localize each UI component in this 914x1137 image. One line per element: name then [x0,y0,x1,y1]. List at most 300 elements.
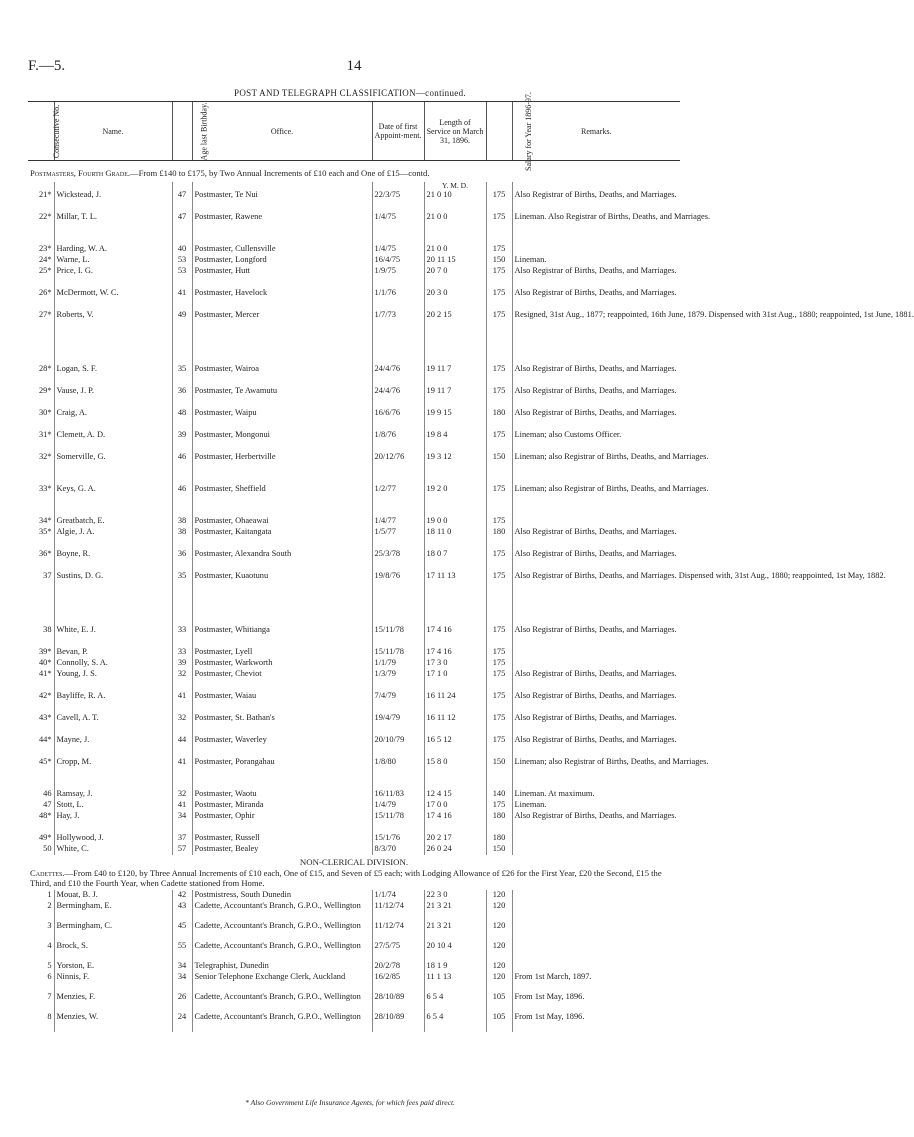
section-heading: Postmasters, Fourth Grade.—From £140 to £175, by Two Annual Increments of £10 each and One of £15—contd. [30,168,430,178]
division-row [28,855,680,868]
table-row [28,992,680,1012]
row-age: 53 [172,266,192,288]
row-date: 28/10/89 [372,992,424,1012]
row-name: Clemett, A. D. [54,430,172,452]
row-office: Postmaster, Waotu [192,789,372,800]
row-remarks: Lineman. [512,255,680,266]
row-office: Postmaster, Longford [192,255,372,266]
table-row [28,310,680,364]
row-name: Roberts, V. [54,310,172,364]
row-salary: 175 [486,800,512,811]
row-number: 1 [47,890,52,899]
row-remarks: Also Registrar of Births, Deaths, and Marriages. Dispensed with, 31st Aug., 1880; reappointed, 1st May, 1882. [512,571,680,625]
row-name: Brock, S. [54,941,172,961]
row-service: 21 3 21 [424,901,486,921]
row-remarks: Also Registrar of Births, Deaths, and Marriages. [512,386,680,408]
row-date: 15/11/78 [372,647,424,658]
table-row [28,625,680,647]
row-salary: 175 [486,691,512,713]
row-age: 35 [172,364,192,386]
row-remarks: Also Registrar of Births, Deaths, and Marriages. [512,288,680,310]
row-date: 20/12/76 [372,452,424,484]
row-number: 41* [38,669,52,678]
row-remarks [512,844,680,855]
row-age: 33 [172,625,192,647]
row-service: 19 0 0 [424,516,486,527]
row-date: 11/12/74 [372,921,424,941]
row-date: 16/4/75 [372,255,424,266]
row-salary: 180 [486,811,512,833]
table-row [28,890,680,901]
row-age: 39 [172,658,192,669]
row-salary: 150 [486,844,512,855]
row-remarks: Lineman. At maximum. [512,789,680,800]
row-salary: 175 [486,647,512,658]
row-office: Postmaster, Russell [192,833,372,844]
row-remarks: Also Registrar of Births, Deaths, and Marriages. [512,527,680,549]
row-date: 8/3/70 [372,844,424,855]
table-row [28,288,680,310]
row-service: 17 4 16 [424,625,486,647]
col-name: Name. [54,102,172,161]
col-service: Length of Service on March 31, 1896. [424,102,486,161]
row-office: Postmaster, Mongonui [192,430,372,452]
row-number: 2 [47,901,52,910]
row-salary: 175 [486,549,512,571]
table-row [28,833,680,844]
row-office: Cadette, Accountant's Branch, G.P.O., Wellington [192,921,372,941]
row-office: Postmaster, Rawene [192,212,372,244]
row-number: 26* [38,288,52,297]
row-salary: 175 [486,669,512,691]
row-name: Boyne, R. [54,549,172,571]
row-age: 47 [172,212,192,244]
row-service: 21 0 0 [424,244,486,255]
row-number: 28* [38,364,52,373]
row-number: 35* [38,527,52,536]
row-salary: 175 [486,713,512,735]
ymd-label: Y. M. D. [424,182,486,190]
row-name: Harding, W. A. [54,244,172,255]
row-service: 18 1 9 [424,961,486,972]
row-service: 18 11 0 [424,527,486,549]
row-date: 11/12/74 [372,901,424,921]
row-number: 22* [38,212,52,221]
row-age: 36 [172,386,192,408]
row-age: 42 [172,890,192,901]
row-name: Stott, L. [54,800,172,811]
row-date: 1/9/75 [372,266,424,288]
row-name: Ninnis, F. [54,972,172,992]
row-remarks: Also Registrar of Births, Deaths, and Marriages. [512,408,680,430]
row-service: 16 11 12 [424,713,486,735]
row-number: 47 [43,800,52,809]
row-date: 22/3/75 [372,190,424,212]
row-salary: 120 [486,901,512,921]
row-salary: 120 [486,961,512,972]
table-row [28,735,680,757]
row-office: Postmaster, Havelock [192,288,372,310]
row-age: 32 [172,669,192,691]
row-date: 1/1/76 [372,288,424,310]
row-remarks: Also Registrar of Births, Deaths, and Marriages. [512,266,680,288]
row-number: 7 [47,992,52,1001]
row-number: 34* [38,516,52,525]
row-name: Hay, J. [54,811,172,833]
row-office: Postmaster, Whitianga [192,625,372,647]
table-row [28,972,680,992]
row-salary: 150 [486,452,512,484]
row-service: 20 10 4 [424,941,486,961]
row-number: 45* [38,757,52,766]
row-remarks [512,921,680,941]
row-remarks [512,901,680,921]
row-date: 15/11/78 [372,811,424,833]
row-service: 19 9 15 [424,408,486,430]
row-office: Postmaster, Ohaeawai [192,516,372,527]
row-salary: 120 [486,941,512,961]
row-service: 19 3 12 [424,452,486,484]
row-number: 3 [47,921,52,930]
row-service: 20 2 17 [424,833,486,844]
row-remarks [512,941,680,961]
row-name: Vause, J. P. [54,386,172,408]
row-age: 26 [172,992,192,1012]
row-date: 15/1/76 [372,833,424,844]
row-office: Postmaster, Porangahau [192,757,372,789]
row-office: Cadette, Accountant's Branch, G.P.O., Wellington [192,901,372,921]
row-date: 15/11/78 [372,625,424,647]
row-remarks: Lineman. Also Registrar of Births, Deaths, and Marriages. [512,212,680,244]
column-header-row [28,102,680,161]
row-name: Cropp, M. [54,757,172,789]
section2-heading-row [28,868,680,890]
row-office: Postmaster, Te Awamutu [192,386,372,408]
section-heading-row [28,161,680,183]
row-number: 21* [38,190,52,199]
row-office: Telegraphist, Dunedin [192,961,372,972]
row-service: 11 1 13 [424,972,486,992]
row-number: 39* [38,647,52,656]
table-row [28,921,680,941]
row-office: Postmaster, Cullensville [192,244,372,255]
row-date: 16/2/85 [372,972,424,992]
row-service: 18 0 7 [424,549,486,571]
row-number: 42* [38,691,52,700]
row-name: Bermingham, C. [54,921,172,941]
row-age: 38 [172,527,192,549]
row-service: 19 11 7 [424,364,486,386]
section2-heading: Cadettes.—From £40 to £120, by Three Annual Increments of £10 each, One of £15, and Seven of £5 each; with Lodging Allowance of £26 for the First Year, £20 the Second, £15 the Third, and £10 the Fourth Year, when Cadette stationed from Home. [30,868,662,888]
row-age: 41 [172,691,192,713]
row-remarks [512,890,680,901]
row-age: 55 [172,941,192,961]
row-salary: 175 [486,364,512,386]
row-number: 37 [43,571,52,580]
table-row [28,408,680,430]
row-name: Mouat, B. J. [54,890,172,901]
table-row [28,430,680,452]
row-date: 1/5/77 [372,527,424,549]
page-header [28,58,680,78]
row-office: Postmaster, Herbertville [192,452,372,484]
row-office: Cadette, Accountant's Branch, G.P.O., Wellington [192,992,372,1012]
row-number: 25* [38,266,52,275]
row-remarks: Lineman; also Registrar of Births, Deaths, and Marriages. [512,452,680,484]
row-age: 34 [172,811,192,833]
row-number: 6 [47,972,52,981]
row-name: Ramsay, J. [54,789,172,800]
row-salary: 105 [486,992,512,1012]
col-consecutive-no: Consecutive No. [28,102,54,161]
table-row [28,266,680,288]
row-age: 34 [172,961,192,972]
row-office: Cadette, Accountant's Branch, G.P.O., Wellington [192,1012,372,1032]
table-row [28,1012,680,1032]
row-office: Postmaster, St. Bathan's [192,713,372,735]
table-row [28,691,680,713]
table-row [28,844,680,855]
row-name: Greatbatch, E. [54,516,172,527]
footnote: * Also Government Life Insurance Agents, for which fees paid direct. [245,1098,455,1107]
row-office: Postmaster, Cheviot [192,669,372,691]
row-remarks: Lineman; also Registrar of Births, Deaths, and Marriages. [512,757,680,789]
row-office: Postmaster, Waipu [192,408,372,430]
row-number: 27* [38,310,52,319]
row-salary: 175 [486,430,512,452]
row-service: 17 4 16 [424,811,486,833]
row-remarks: Also Registrar of Births, Deaths, and Marriages. [512,811,680,833]
row-remarks: Also Registrar of Births, Deaths, and Marriages. [512,549,680,571]
row-age: 44 [172,735,192,757]
row-service: 17 0 0 [424,800,486,811]
row-remarks: Also Registrar of Births, Deaths, and Marriages. [512,625,680,647]
table-row [28,941,680,961]
row-office: Postmistress, South Dunedin [192,890,372,901]
row-office: Postmaster, Te Nui [192,190,372,212]
row-age: 46 [172,484,192,516]
row-office: Postmaster, Ophir [192,811,372,833]
row-date: 24/4/76 [372,364,424,386]
row-name: Bermingham, E. [54,901,172,921]
row-age: 57 [172,844,192,855]
row-salary: 175 [486,571,512,625]
row-name: Bayliffe, R. A. [54,691,172,713]
row-date: 1/4/79 [372,800,424,811]
row-number: 49* [38,833,52,842]
row-remarks [512,658,680,669]
row-name: McDermott, W. C. [54,288,172,310]
row-number: 36* [38,549,52,558]
row-number: 44* [38,735,52,744]
row-date: 1/8/80 [372,757,424,789]
row-age: 38 [172,516,192,527]
row-service: 20 7 0 [424,266,486,288]
row-name: Connolly, S. A. [54,658,172,669]
row-age: 53 [172,255,192,266]
row-salary: 175 [486,212,512,244]
row-date: 1/2/77 [372,484,424,516]
row-office: Postmaster, Miranda [192,800,372,811]
row-remarks: From 1st May, 1896. [512,992,680,1012]
row-age: 48 [172,408,192,430]
row-name: Hollywood, J. [54,833,172,844]
row-date: 28/10/89 [372,1012,424,1032]
row-number: 29* [38,386,52,395]
row-date: 16/11/83 [372,789,424,800]
row-age: 41 [172,288,192,310]
table-row [28,255,680,266]
row-salary: 175 [486,658,512,669]
row-office: Cadette, Accountant's Branch, G.P.O., Wellington [192,941,372,961]
row-remarks: Resigned, 31st Aug., 1877; reappointed, 16th June, 1879. Dispensed with 31st Aug., 1880; reappointed, 1st June, 1881. [512,310,680,364]
row-service: 17 3 0 [424,658,486,669]
table-row [28,484,680,516]
row-age: 47 [172,190,192,212]
row-date: 1/8/76 [372,430,424,452]
row-age: 46 [172,452,192,484]
row-office: Postmaster, Waiau [192,691,372,713]
row-salary: 120 [486,972,512,992]
col-salary: Salary for Year 1896-97. [486,102,512,161]
row-date: 25/3/78 [372,549,424,571]
row-name: Menzies, W. [54,1012,172,1032]
row-office: Postmaster, Alexandra South [192,549,372,571]
table-row [28,647,680,658]
row-remarks: From 1st May, 1896. [512,1012,680,1032]
row-age: 37 [172,833,192,844]
row-date: 1/4/75 [372,244,424,255]
col-office: Office. [192,102,372,161]
row-remarks: Also Registrar of Births, Deaths, and Marriages. [512,190,680,212]
row-name: Yorston, E. [54,961,172,972]
row-remarks [512,244,680,255]
row-name: Millar, T. L. [54,212,172,244]
row-number: 46 [43,789,52,798]
row-age: 24 [172,1012,192,1032]
row-service: 20 2 15 [424,310,486,364]
row-service: 15 8 0 [424,757,486,789]
row-salary: 105 [486,1012,512,1032]
table-row [28,452,680,484]
table-row [28,901,680,921]
table-row [28,549,680,571]
row-service: 19 11 7 [424,386,486,408]
row-service: 6 5 4 [424,992,486,1012]
row-service: 19 2 0 [424,484,486,516]
table-row [28,658,680,669]
row-salary: 175 [486,386,512,408]
table-row [28,527,680,549]
row-age: 49 [172,310,192,364]
row-office: Postmaster, Sheffield [192,484,372,516]
table-row [28,386,680,408]
table-row [28,244,680,255]
row-age: 34 [172,972,192,992]
row-date: 1/3/79 [372,669,424,691]
row-service: 20 11 15 [424,255,486,266]
row-date: 19/4/79 [372,713,424,735]
row-salary: 175 [486,484,512,516]
col-date: Date of first Appoint-ment. [372,102,424,161]
row-date: 1/4/75 [372,212,424,244]
row-salary: 175 [486,190,512,212]
row-service: 22 3 0 [424,890,486,901]
row-date: 1/4/77 [372,516,424,527]
row-salary: 150 [486,255,512,266]
row-salary: 175 [486,735,512,757]
row-office: Postmaster, Hutt [192,266,372,288]
row-remarks: Also Registrar of Births, Deaths, and Marriages. [512,735,680,757]
row-name: Sustins, D. G. [54,571,172,625]
row-number: 38 [43,625,52,634]
row-age: 36 [172,549,192,571]
row-service: 19 8 4 [424,430,486,452]
row-number: 32* [38,452,52,461]
row-office: Senior Telephone Exchange Clerk, Auckland [192,972,372,992]
row-office: Postmaster, Mercer [192,310,372,364]
row-office: Postmaster, Waverley [192,735,372,757]
table-row [28,669,680,691]
row-age: 32 [172,789,192,800]
row-office: Postmaster, Wairoa [192,364,372,386]
row-age: 39 [172,430,192,452]
row-number: 43* [38,713,52,722]
row-remarks: Lineman. [512,800,680,811]
row-age: 41 [172,757,192,789]
table-title: POST AND TELEGRAPH CLASSIFICATION—continued. [234,88,466,98]
table-row [28,789,680,800]
table-row [28,364,680,386]
row-salary: 175 [486,310,512,364]
row-date: 1/1/79 [372,658,424,669]
row-age: 32 [172,713,192,735]
document-reference: F.—5. [28,58,66,74]
row-date: 20/2/78 [372,961,424,972]
row-service: 16 5 12 [424,735,486,757]
row-name: Bevan, P. [54,647,172,658]
row-remarks: Also Registrar of Births, Deaths, and Marriages. [512,364,680,386]
row-service: 17 11 13 [424,571,486,625]
row-age: 35 [172,571,192,625]
row-salary: 175 [486,244,512,255]
row-number: 50 [43,844,52,853]
row-number: 24* [38,255,52,264]
row-service: 21 3 21 [424,921,486,941]
row-name: Craig, A. [54,408,172,430]
table-row [28,190,680,212]
table-row [28,757,680,789]
row-date: 1/1/74 [372,890,424,901]
row-date: 24/4/76 [372,386,424,408]
row-number: 5 [47,961,52,970]
table-row [28,713,680,735]
row-office: Postmaster, Kuaotunu [192,571,372,625]
row-salary: 175 [486,266,512,288]
table-row [28,212,680,244]
row-date: 1/7/73 [372,310,424,364]
row-service: 17 1 0 [424,669,486,691]
row-name: Wickstead, J. [54,190,172,212]
row-name: Cavell, A. T. [54,713,172,735]
col-age: Age last Birthday. [172,102,192,161]
row-age: 41 [172,800,192,811]
row-service: 21 0 10 [424,190,486,212]
row-salary: 175 [486,516,512,527]
row-salary: 150 [486,757,512,789]
division-heading: NON-CLERICAL DIVISION. [299,857,409,867]
row-remarks [512,516,680,527]
